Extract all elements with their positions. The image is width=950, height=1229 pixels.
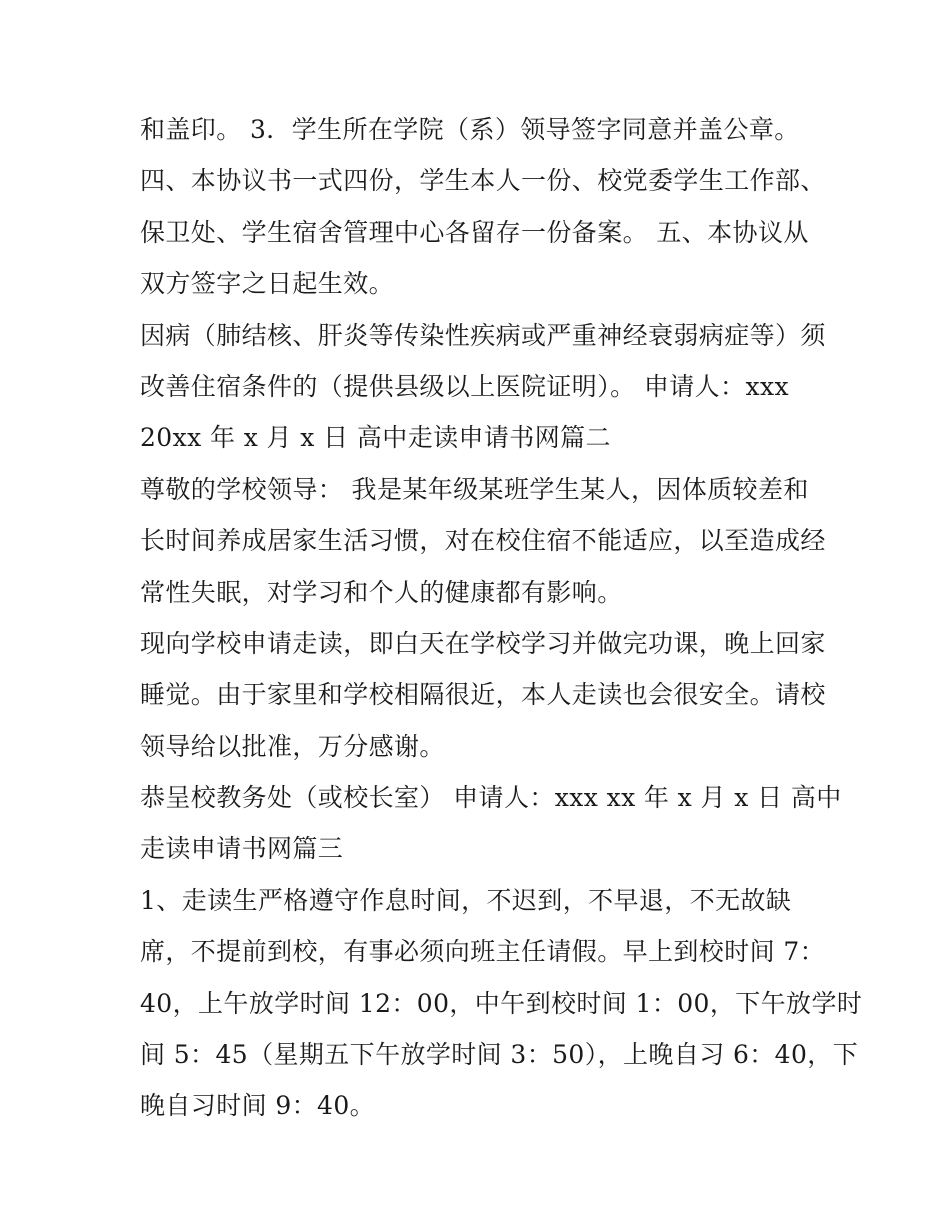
document-body	[140, 104, 863, 1132]
text-line: 1、走读生严格遵守作息时间，不迟到，不早退，不无故缺	[140, 885, 792, 915]
text-line: 因病（肺结核、肝炎等传染性疾病或严重神经衰弱病症等）须	[140, 320, 826, 350]
text-line: 恭呈校教务处（或校长室） 申请人：xxx xx 年 x 月 x 日 高中	[140, 783, 842, 813]
text-line: 晚自习时间 9：40。	[140, 1091, 376, 1121]
text-line: 常性失眠，对学习和个人的健康都有影响。	[140, 577, 623, 607]
text-line: 睡觉。由于家里和学校相隔很近，本人走读也会很安全。请校	[140, 680, 826, 710]
text-line: 长时间养成居家生活习惯，对在校住宿不能适应，以至造成经	[140, 526, 826, 556]
text-line: 和盖印。 3．学生所在学院（系）领导签字同意并盖公章。	[140, 115, 800, 144]
text-line: 保卫处、学生宿舍管理中心各留存一份备案。 五、本协议从	[140, 217, 809, 247]
text-line: 席，不提前到校，有事必须向班主任请假。早上到校时间 7：	[140, 937, 826, 967]
text-line: 领导给以批准，万分感谢。	[140, 731, 445, 761]
text-line: 四、本协议书一式四份，学生本人一份、校党委学生工作部、	[140, 166, 826, 196]
text-line: 双方签字之日起生效。	[140, 269, 395, 299]
text-line: 20xx 年 x 月 x 日 高中走读申请书网篇二	[140, 423, 611, 453]
text-line: 现向学校申请走读，即白天在学校学习并做完功课，晚上回家	[140, 628, 826, 658]
text-line: 改善住宿条件的（提供县级以上医院证明）。 申请人：xxx	[140, 371, 789, 401]
text-line: 尊敬的学校领导： 我是某年级某班学生某人，因体质较差和	[140, 474, 809, 504]
text-line: 40，上午放学时间 12：00，中午到校时间 1：00，下午放学时	[140, 988, 863, 1018]
text-line: 走读申请书网篇三	[140, 834, 344, 864]
text-line: 间 5：45（星期五下午放学时间 3：50），上晚自习 6：40，下	[140, 1040, 859, 1070]
